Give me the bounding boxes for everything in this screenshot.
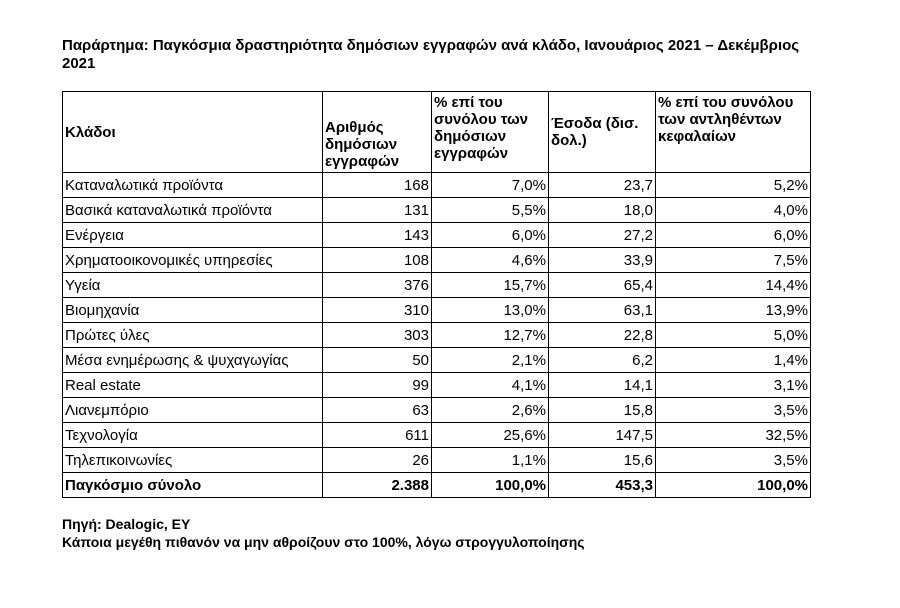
column-header-ipo-share: % επί του συνόλου των δημόσιων εγγραφών: [432, 92, 549, 173]
table-row: [63, 373, 811, 398]
table-row: [63, 323, 811, 348]
ipo-share-cell: 13,0%: [432, 298, 549, 323]
proceeds-cell: 15,6: [549, 448, 656, 473]
table-row: [63, 248, 811, 273]
page-title: Παράρτημα: Παγκόσμια δραστηριότητα δημόσιων εγγραφών ανά κλάδο, Ιανουάριος 2021 – Δεκέμβριος 2021: [62, 37, 800, 72]
proceeds-cell: 18,0: [549, 198, 656, 223]
proceeds-cell: 23,7: [549, 173, 656, 198]
proceeds-share-cell: 3,5%: [656, 448, 811, 473]
proceeds-share-cell: 6,0%: [656, 223, 811, 248]
ipo-share-cell: 6,0%: [432, 223, 549, 248]
ipo-share-cell: 4,6%: [432, 248, 549, 273]
table-row: [63, 448, 811, 473]
proceeds-share-cell: 3,5%: [656, 398, 811, 423]
ipo-share-cell: 15,7%: [432, 273, 549, 298]
ipo-count-cell: 143: [323, 223, 432, 248]
ipo-count-cell: 131: [323, 198, 432, 223]
table-row: [63, 298, 811, 323]
sector-cell: Real estate: [63, 373, 323, 398]
proceeds-cell: 63,1: [549, 298, 656, 323]
column-header-proceeds: Έσοδα (δισ. δολ.): [549, 92, 656, 173]
ipo-share-cell: 4,1%: [432, 373, 549, 398]
footnotes: [62, 515, 585, 551]
proceeds-share-cell: 5,2%: [656, 173, 811, 198]
sector-cell: Παγκόσμιο σύνολο: [63, 473, 323, 498]
proceeds-cell: 15,8: [549, 398, 656, 423]
total-row: [63, 473, 811, 498]
proceeds-share-cell: 100,0%: [656, 473, 811, 498]
proceeds-share-cell: 13,9%: [656, 298, 811, 323]
proceeds-share-cell: 3,1%: [656, 373, 811, 398]
column-header-sectors: Κλάδοι: [63, 92, 323, 173]
ipo-count-cell: 310: [323, 298, 432, 323]
table-row: [63, 273, 811, 298]
ipo-share-cell: 100,0%: [432, 473, 549, 498]
ipo-count-cell: 168: [323, 173, 432, 198]
ipo-share-cell: 25,6%: [432, 423, 549, 448]
table-header-row: [63, 92, 811, 173]
sector-cell: Βασικά καταναλωτικά προϊόντα: [63, 198, 323, 223]
table-row: [63, 173, 811, 198]
proceeds-cell: 453,3: [549, 473, 656, 498]
ipo-share-cell: 2,1%: [432, 348, 549, 373]
ipo-count-cell: 50: [323, 348, 432, 373]
proceeds-cell: 27,2: [549, 223, 656, 248]
sector-cell: Βιομηχανία: [63, 298, 323, 323]
proceeds-cell: 33,9: [549, 248, 656, 273]
ipo-share-cell: 1,1%: [432, 448, 549, 473]
ipo-count-cell: 611: [323, 423, 432, 448]
table-body: [63, 173, 811, 498]
ipo-count-cell: 26: [323, 448, 432, 473]
ipo-count-cell: 2.388: [323, 473, 432, 498]
sector-cell: Τεχνολογία: [63, 423, 323, 448]
table-row: [63, 198, 811, 223]
column-header-ipo-count: Αριθμός δημόσιων εγγραφών: [323, 92, 432, 173]
proceeds-share-cell: 14,4%: [656, 273, 811, 298]
table-row: [63, 348, 811, 373]
proceeds-share-cell: 1,4%: [656, 348, 811, 373]
sector-cell: Καταναλωτικά προϊόντα: [63, 173, 323, 198]
sector-cell: Τηλεπικοινωνίες: [63, 448, 323, 473]
proceeds-cell: 147,5: [549, 423, 656, 448]
ipo-count-cell: 63: [323, 398, 432, 423]
ipo-count-cell: 303: [323, 323, 432, 348]
proceeds-share-cell: 4,0%: [656, 198, 811, 223]
proceeds-share-cell: 32,5%: [656, 423, 811, 448]
table-row: [63, 223, 811, 248]
proceeds-cell: 65,4: [549, 273, 656, 298]
ipo-count-cell: 376: [323, 273, 432, 298]
ipo-count-cell: 99: [323, 373, 432, 398]
ipo-share-cell: 12,7%: [432, 323, 549, 348]
rounding-note: Κάποια μεγέθη πιθανόν να μην αθροίζουν στο 100%, λόγω στρογγυλοποίησης: [62, 534, 585, 550]
table-row: [63, 398, 811, 423]
ipo-count-cell: 108: [323, 248, 432, 273]
sector-cell: Πρώτες ύλες: [63, 323, 323, 348]
sector-cell: Λιανεμπόριο: [63, 398, 323, 423]
ipo-share-cell: 5,5%: [432, 198, 549, 223]
column-header-proceeds-share: % επί του συνόλου των αντληθέντων κεφαλαίων: [656, 92, 811, 173]
source-note: Πηγή: Dealogic, EY: [62, 516, 191, 532]
ipo-by-sector-table: [62, 91, 811, 498]
proceeds-share-cell: 7,5%: [656, 248, 811, 273]
table-row: [63, 423, 811, 448]
sector-cell: Ενέργεια: [63, 223, 323, 248]
ipo-share-cell: 2,6%: [432, 398, 549, 423]
proceeds-cell: 6,2: [549, 348, 656, 373]
proceeds-cell: 22,8: [549, 323, 656, 348]
ipo-share-cell: 7,0%: [432, 173, 549, 198]
sector-cell: Χρηματοοικονομικές υπηρεσίες: [63, 248, 323, 273]
sector-cell: Υγεία: [63, 273, 323, 298]
proceeds-share-cell: 5,0%: [656, 323, 811, 348]
proceeds-cell: 14,1: [549, 373, 656, 398]
sector-cell: Μέσα ενημέρωσης & ψυχαγωγίας: [63, 348, 323, 373]
